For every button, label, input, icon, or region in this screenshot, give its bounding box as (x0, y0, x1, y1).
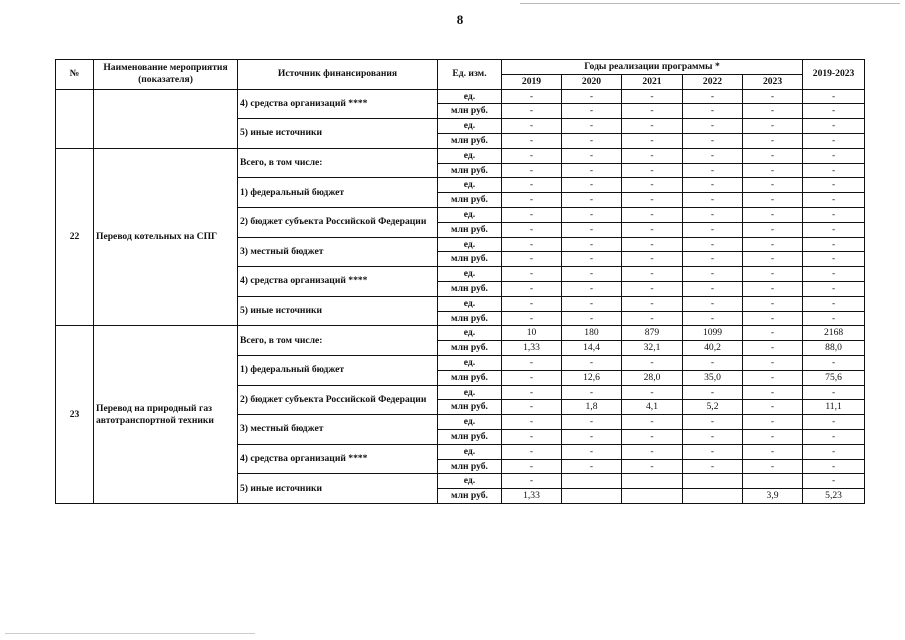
unit-cell: млн руб. (438, 459, 502, 474)
year-value-cell: - (502, 119, 562, 134)
unit-cell: млн руб. (438, 341, 502, 356)
funding-source: Всего, в том числе: (238, 326, 438, 356)
year-value-cell: - (562, 459, 622, 474)
year-value-cell: - (562, 119, 622, 134)
year-value-cell: - (502, 429, 562, 444)
unit-cell: млн руб. (438, 163, 502, 178)
year-value-cell: - (562, 222, 622, 237)
year-value-cell: - (743, 222, 803, 237)
year-value-cell: - (562, 193, 622, 208)
year-value-cell: - (683, 444, 743, 459)
total-value-cell: - (803, 222, 865, 237)
year-value-cell: - (743, 207, 803, 222)
year-value-cell (743, 474, 803, 489)
year-value-cell: - (622, 281, 683, 296)
year-value-cell (683, 489, 743, 504)
year-value-cell: - (683, 237, 743, 252)
year-value-cell: 10 (502, 326, 562, 341)
funding-source: 3) местный бюджет (238, 237, 438, 267)
year-value-cell: - (562, 296, 622, 311)
year-value-cell: - (622, 355, 683, 370)
funding-source: 2) бюджет субъекта Российской Федерации (238, 385, 438, 415)
header-years-group: Годы реализации программы * (502, 60, 803, 75)
year-value-cell: - (743, 429, 803, 444)
year-value-cell: - (502, 133, 562, 148)
unit-cell: млн руб. (438, 281, 502, 296)
table-row (56, 89, 865, 104)
year-value-cell: - (622, 429, 683, 444)
year-value-cell: - (743, 178, 803, 193)
year-value-cell: 40,2 (683, 341, 743, 356)
header-year: 2019 (502, 74, 562, 89)
year-value-cell: - (622, 119, 683, 134)
year-value-cell: 180 (562, 326, 622, 341)
row-number: 22 (56, 148, 94, 326)
funding-source: 4) средства организаций **** (238, 267, 438, 297)
year-value-cell: - (743, 385, 803, 400)
year-value-cell: 879 (622, 326, 683, 341)
year-value-cell: - (622, 267, 683, 282)
measure-name: Перевод котельных на СПГ (94, 148, 238, 326)
year-value-cell (562, 489, 622, 504)
unit-cell: млн руб. (438, 104, 502, 119)
total-value-cell: - (803, 474, 865, 489)
year-value-cell: - (743, 444, 803, 459)
total-value-cell: - (803, 104, 865, 119)
year-value-cell: 28,0 (622, 370, 683, 385)
unit-cell: млн руб. (438, 252, 502, 267)
header-name: Наименование мероприятия (показателя) (94, 60, 238, 90)
header-total: 2019-2023 (803, 60, 865, 90)
year-value-cell: - (502, 415, 562, 430)
total-value-cell: - (803, 163, 865, 178)
total-value-cell: - (803, 311, 865, 326)
total-value-cell: - (803, 415, 865, 430)
year-value-cell: - (683, 104, 743, 119)
funding-source: 2) бюджет субъекта Российской Федерации (238, 207, 438, 237)
unit-cell: ед. (438, 444, 502, 459)
unit-cell: ед. (438, 385, 502, 400)
total-value-cell: 75,6 (803, 370, 865, 385)
total-value-cell: - (803, 207, 865, 222)
year-value-cell (562, 474, 622, 489)
year-value-cell: 35,0 (683, 370, 743, 385)
year-value-cell: - (562, 237, 622, 252)
year-value-cell: - (683, 89, 743, 104)
total-value-cell: - (803, 429, 865, 444)
year-value-cell: - (562, 104, 622, 119)
year-value-cell: - (622, 459, 683, 474)
header-no: № (56, 60, 94, 90)
funding-source: 4) средства организаций **** (238, 89, 438, 119)
total-value-cell: 2168 (803, 326, 865, 341)
year-value-cell: 5,2 (683, 400, 743, 415)
year-value-cell: - (683, 222, 743, 237)
header-year: 2021 (622, 74, 683, 89)
table-body (56, 89, 865, 503)
year-value-cell: - (502, 311, 562, 326)
year-value-cell: - (562, 178, 622, 193)
year-value-cell (622, 474, 683, 489)
year-value-cell: - (622, 237, 683, 252)
funding-source: 5) иные источники (238, 119, 438, 149)
year-value-cell: - (502, 267, 562, 282)
total-value-cell: - (803, 281, 865, 296)
year-value-cell: - (622, 193, 683, 208)
year-value-cell: - (743, 326, 803, 341)
year-value-cell: 1,33 (502, 489, 562, 504)
year-value-cell: - (683, 148, 743, 163)
total-value-cell: - (803, 193, 865, 208)
measure-name: Перевод на природный газ автотранспортной техники (94, 326, 238, 504)
year-value-cell: - (743, 119, 803, 134)
unit-cell: ед. (438, 355, 502, 370)
year-value-cell: - (622, 178, 683, 193)
total-value-cell: - (803, 89, 865, 104)
unit-cell: млн руб. (438, 489, 502, 504)
unit-cell: ед. (438, 326, 502, 341)
year-value-cell: - (683, 429, 743, 444)
year-value-cell: - (683, 207, 743, 222)
year-value-cell: - (562, 444, 622, 459)
header-source: Источник финансирования (238, 60, 438, 90)
year-value-cell: - (743, 89, 803, 104)
year-value-cell: - (743, 267, 803, 282)
table-header (56, 60, 865, 90)
total-value-cell: - (803, 385, 865, 400)
row-number (56, 89, 94, 148)
year-value-cell: - (502, 370, 562, 385)
year-value-cell: - (562, 267, 622, 282)
top-rule (520, 3, 900, 4)
year-value-cell: - (502, 296, 562, 311)
year-value-cell: - (562, 163, 622, 178)
year-value-cell: - (622, 163, 683, 178)
total-value-cell: - (803, 119, 865, 134)
total-value-cell: - (803, 237, 865, 252)
year-value-cell: - (743, 281, 803, 296)
year-value-cell: - (622, 296, 683, 311)
measure-name (94, 89, 238, 148)
year-value-cell: 14,4 (562, 341, 622, 356)
total-value-cell: - (803, 252, 865, 267)
unit-cell: млн руб. (438, 133, 502, 148)
year-value-cell (622, 489, 683, 504)
year-value-cell: - (622, 252, 683, 267)
year-value-cell: - (743, 252, 803, 267)
year-value-cell: - (622, 89, 683, 104)
year-value-cell: - (683, 459, 743, 474)
year-value-cell: - (683, 296, 743, 311)
year-value-cell: - (683, 267, 743, 282)
year-value-cell: - (502, 222, 562, 237)
year-value-cell: - (743, 193, 803, 208)
total-value-cell: 5,23 (803, 489, 865, 504)
total-value-cell: - (803, 355, 865, 370)
header-year: 2022 (683, 74, 743, 89)
year-value-cell: - (743, 459, 803, 474)
unit-cell: млн руб. (438, 429, 502, 444)
year-value-cell: - (743, 370, 803, 385)
total-value-cell: - (803, 296, 865, 311)
year-value-cell: 12,6 (562, 370, 622, 385)
year-value-cell: - (683, 385, 743, 400)
year-value-cell: - (562, 133, 622, 148)
budget-table (55, 59, 865, 504)
year-value-cell: - (562, 385, 622, 400)
year-value-cell: - (502, 104, 562, 119)
unit-cell: ед. (438, 207, 502, 222)
total-value-cell: - (803, 148, 865, 163)
unit-cell: ед. (438, 148, 502, 163)
year-value-cell: - (683, 193, 743, 208)
table-row (56, 326, 865, 341)
year-value-cell: - (502, 252, 562, 267)
year-value-cell: - (562, 415, 622, 430)
year-value-cell: - (683, 119, 743, 134)
year-value-cell: - (743, 415, 803, 430)
year-value-cell: - (743, 133, 803, 148)
year-value-cell: 4,1 (622, 400, 683, 415)
year-value-cell: - (502, 355, 562, 370)
year-value-cell: 1,33 (502, 341, 562, 356)
header-year: 2020 (562, 74, 622, 89)
year-value-cell: - (622, 133, 683, 148)
funding-source: 4) средства организаций **** (238, 444, 438, 474)
unit-cell: ед. (438, 89, 502, 104)
year-value-cell: - (622, 104, 683, 119)
total-value-cell: - (803, 459, 865, 474)
year-value-cell: - (562, 281, 622, 296)
year-value-cell: - (683, 355, 743, 370)
year-value-cell: 32,1 (622, 341, 683, 356)
year-value-cell: 1,8 (562, 400, 622, 415)
funding-source: Всего, в том числе: (238, 148, 438, 178)
header-unit: Ед. изм. (438, 60, 502, 90)
unit-cell: млн руб. (438, 400, 502, 415)
year-value-cell: - (502, 89, 562, 104)
year-value-cell: - (743, 148, 803, 163)
year-value-cell: - (743, 296, 803, 311)
year-value-cell: - (502, 400, 562, 415)
year-value-cell: - (743, 355, 803, 370)
row-number: 23 (56, 326, 94, 504)
year-value-cell: - (562, 148, 622, 163)
unit-cell: ед. (438, 267, 502, 282)
total-value-cell: - (803, 178, 865, 193)
bottom-rule (5, 633, 255, 634)
year-value-cell: - (683, 311, 743, 326)
year-value-cell: - (683, 281, 743, 296)
year-value-cell: - (502, 281, 562, 296)
year-value-cell: - (743, 341, 803, 356)
year-value-cell: - (502, 237, 562, 252)
year-value-cell: - (502, 207, 562, 222)
year-value-cell: - (683, 133, 743, 148)
year-value-cell: - (502, 193, 562, 208)
year-value-cell: 1099 (683, 326, 743, 341)
year-value-cell: - (683, 415, 743, 430)
year-value-cell: - (622, 207, 683, 222)
total-value-cell: - (803, 267, 865, 282)
year-value-cell: - (562, 252, 622, 267)
year-value-cell: - (683, 163, 743, 178)
total-value-cell: - (803, 444, 865, 459)
funding-source: 3) местный бюджет (238, 415, 438, 445)
funding-source: 5) иные источники (238, 474, 438, 504)
unit-cell: ед. (438, 415, 502, 430)
year-value-cell: - (622, 385, 683, 400)
year-value-cell: - (743, 104, 803, 119)
year-value-cell: - (743, 163, 803, 178)
year-value-cell: - (622, 222, 683, 237)
year-value-cell: - (743, 311, 803, 326)
year-value-cell: - (502, 148, 562, 163)
year-value-cell: - (502, 178, 562, 193)
year-value-cell: - (502, 385, 562, 400)
year-value-cell: - (502, 474, 562, 489)
year-value-cell: - (562, 207, 622, 222)
unit-cell: млн руб. (438, 193, 502, 208)
year-value-cell: 3,9 (743, 489, 803, 504)
header-year: 2023 (743, 74, 803, 89)
total-value-cell: - (803, 133, 865, 148)
table-row (56, 148, 865, 163)
year-value-cell: - (622, 415, 683, 430)
year-value-cell: - (622, 311, 683, 326)
year-value-cell: - (502, 459, 562, 474)
year-value-cell: - (562, 355, 622, 370)
year-value-cell: - (562, 311, 622, 326)
year-value-cell: - (743, 400, 803, 415)
unit-cell: ед. (438, 237, 502, 252)
unit-cell: млн руб. (438, 222, 502, 237)
year-value-cell: - (502, 163, 562, 178)
year-value-cell (683, 474, 743, 489)
year-value-cell: - (562, 429, 622, 444)
year-value-cell: - (502, 444, 562, 459)
funding-source: 5) иные источники (238, 296, 438, 326)
unit-cell: млн руб. (438, 311, 502, 326)
total-value-cell: 88,0 (803, 341, 865, 356)
year-value-cell: - (743, 237, 803, 252)
unit-cell: млн руб. (438, 370, 502, 385)
unit-cell: ед. (438, 474, 502, 489)
year-value-cell: - (622, 444, 683, 459)
funding-source: 1) федеральный бюджет (238, 355, 438, 385)
year-value-cell: - (683, 178, 743, 193)
funding-source: 1) федеральный бюджет (238, 178, 438, 208)
year-value-cell: - (562, 89, 622, 104)
unit-cell: ед. (438, 296, 502, 311)
unit-cell: ед. (438, 119, 502, 134)
year-value-cell: - (683, 252, 743, 267)
page-number: 8 (456, 12, 464, 27)
total-value-cell: 11,1 (803, 400, 865, 415)
unit-cell: ед. (438, 178, 502, 193)
year-value-cell: - (622, 148, 683, 163)
